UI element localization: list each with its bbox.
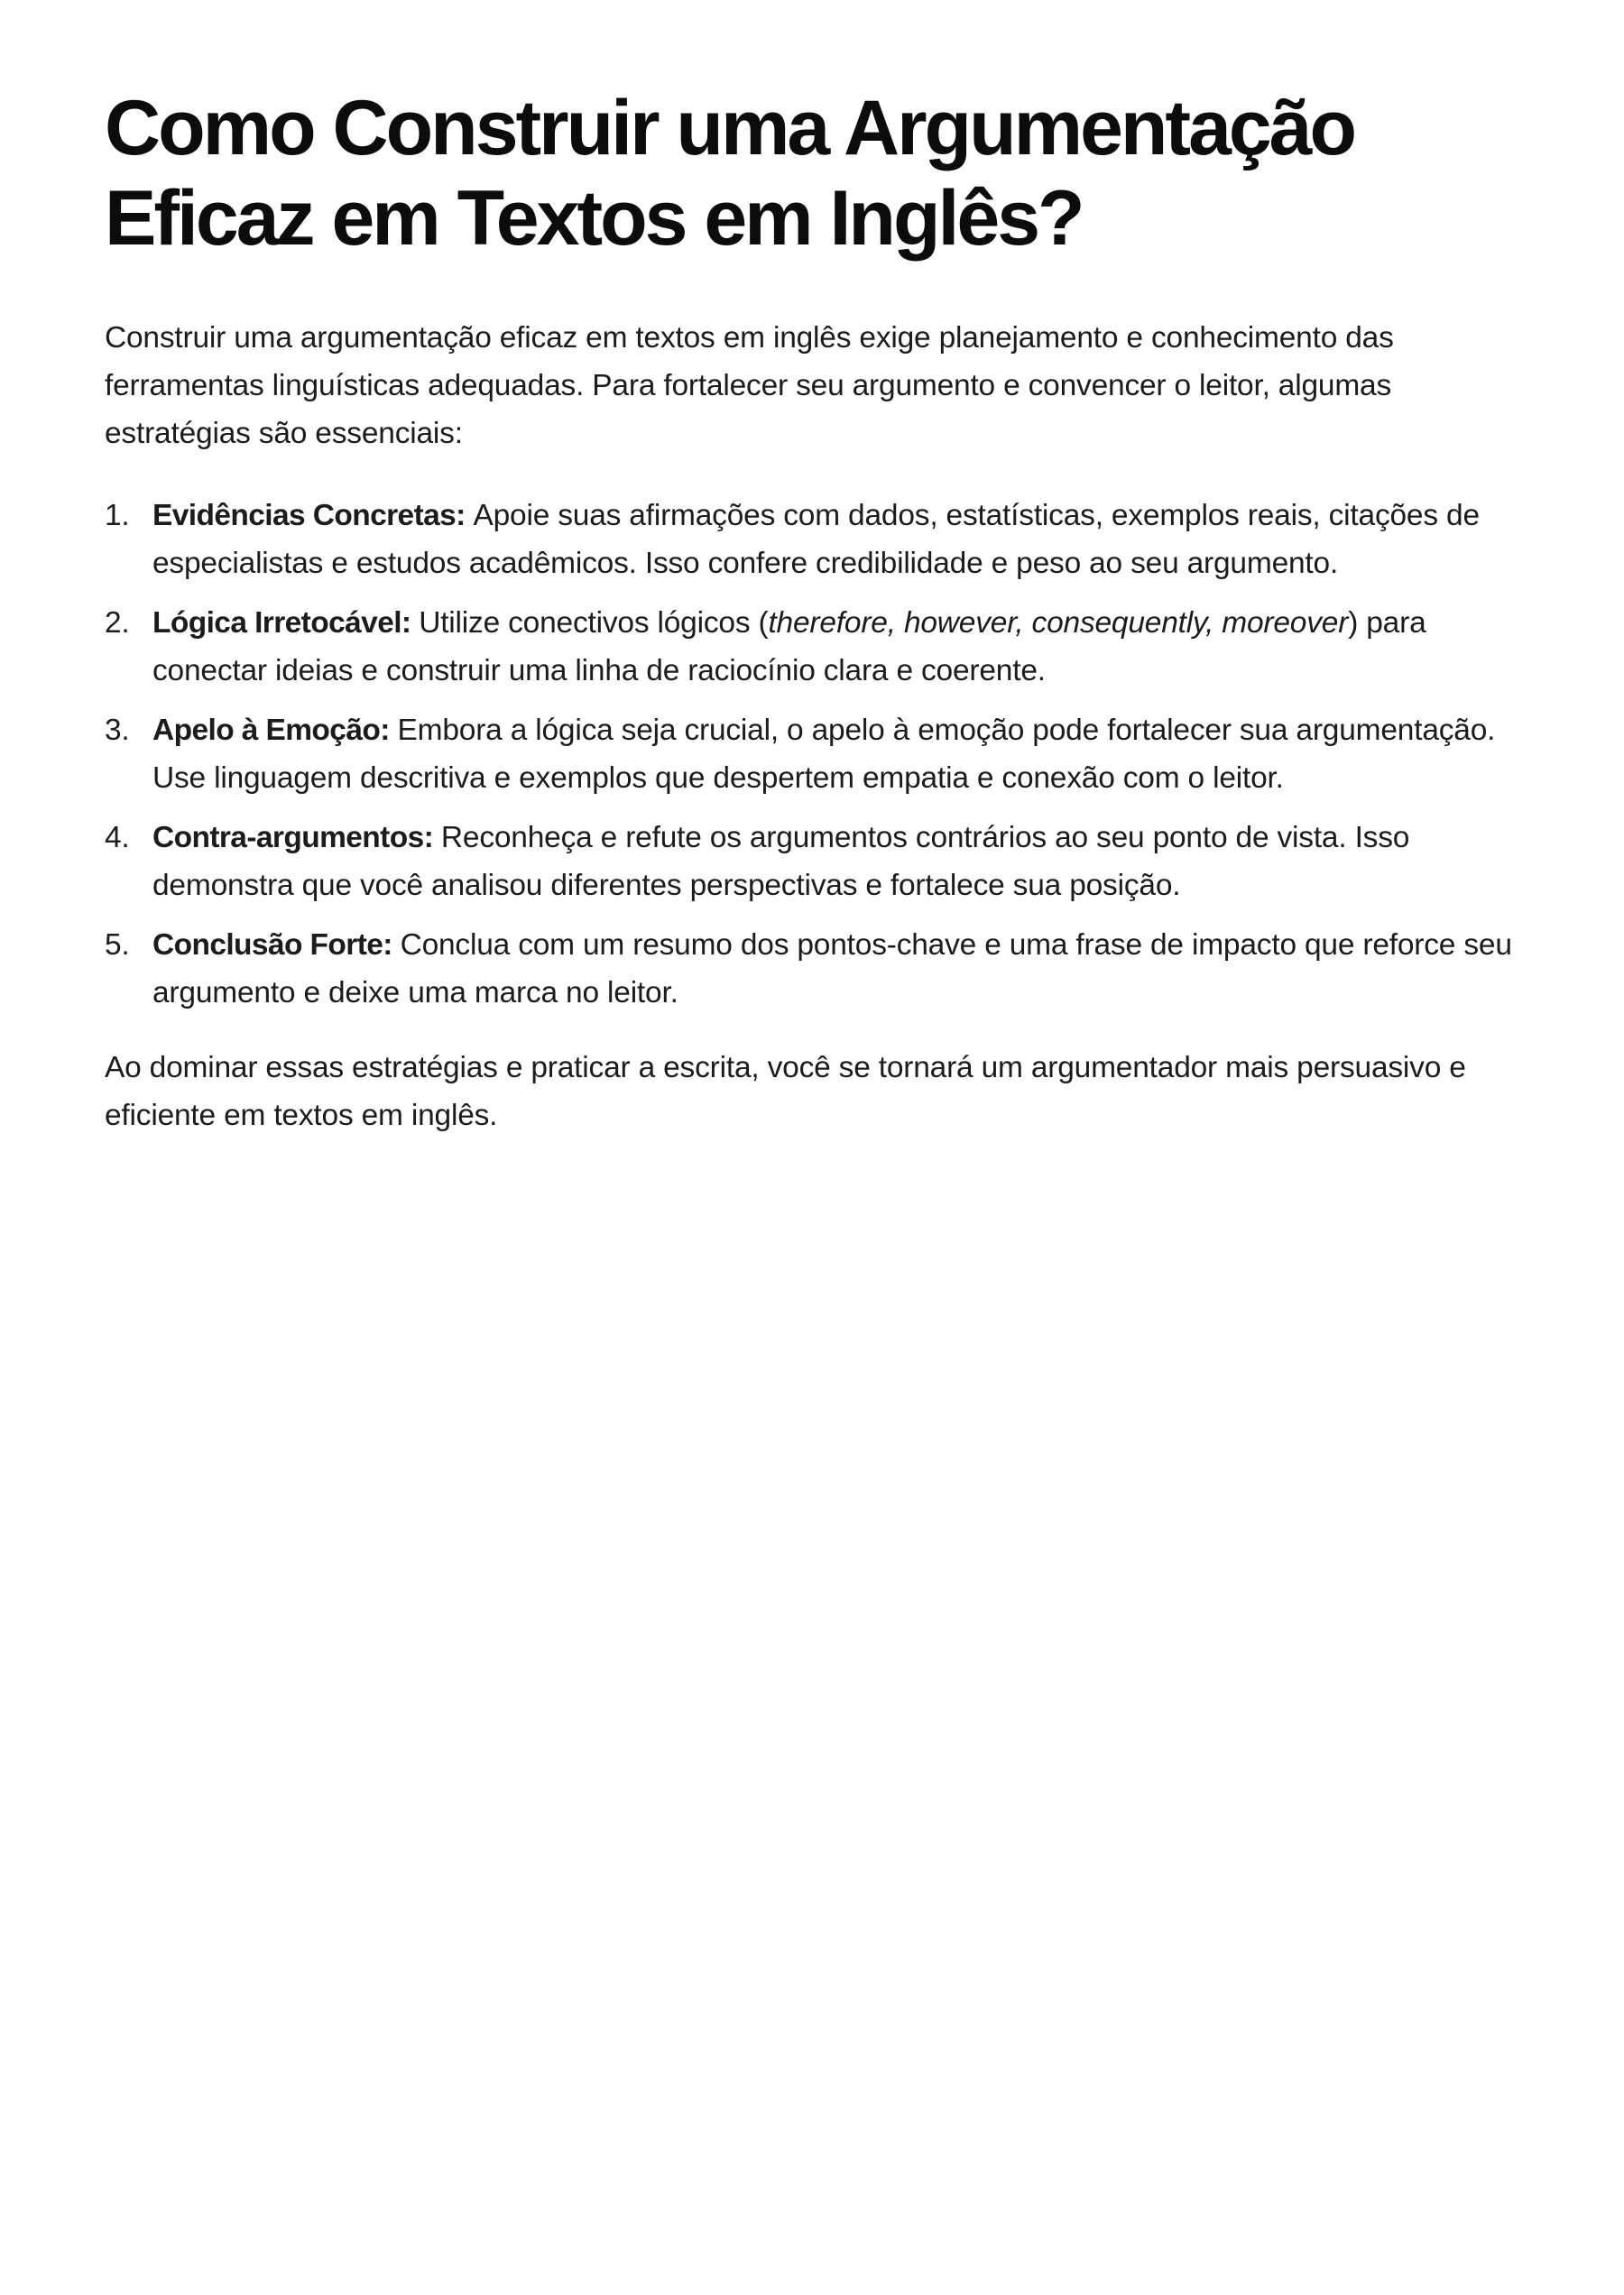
- conclusion-paragraph: Ao dominar essas estratégias e praticar a escrita, você se tornará um argumentador mais persuasivo e eficiente em textos em inglês.: [105, 1051, 1466, 1132]
- strategy-list: [105, 492, 1530, 1017]
- list-item-text-before: Utilize conectivos lógicos (: [419, 606, 769, 640]
- document-page: [105, 83, 1530, 1139]
- list-item-text: Apoie suas afirmações com dados, estatísticas, exemplos reais, citações de especialistas e estudos acadêmicos. Isso confere credibilidade e peso ao seu argumento.: [152, 499, 1480, 580]
- title-line-2: Eficaz em Textos em Inglês?: [105, 175, 1083, 262]
- list-item-term: Apelo à Emoção:: [152, 714, 398, 747]
- list-item-number: 5.: [105, 928, 130, 962]
- title-line-1: Como Construir uma Argumentação: [105, 85, 1355, 171]
- list-item-term: Conclusão Forte:: [152, 928, 401, 962]
- intro-paragraph: Construir uma argumentação eficaz em textos em inglês exige planejamento e conhecimento das ferramentas linguísticas adequadas. Para fortalecer seu argumento e convencer o leitor, algumas estratégias são essenciais:: [105, 321, 1394, 450]
- list-item: [105, 814, 1530, 909]
- list-item-term: Contra-argumentos:: [152, 821, 441, 854]
- list-item-text-after: ) para conectar ideias e construir uma linha de raciocínio clara e coerente.: [152, 606, 1426, 687]
- list-item: [105, 599, 1530, 695]
- list-item-italic-connectives: therefore, however, consequently, moreover: [768, 606, 1349, 640]
- list-item: [105, 921, 1530, 1017]
- list-item-number: 2.: [105, 606, 130, 640]
- list-item-number: 1.: [105, 499, 130, 532]
- list-item-number: 4.: [105, 821, 130, 854]
- list-item: [105, 492, 1530, 587]
- page-title: [105, 83, 1530, 263]
- list-item-text: Reconheça e refute os argumentos contrários ao seu ponto de vista. Isso demonstra que você analisou diferentes perspectivas e fortalece sua posição.: [152, 821, 1410, 902]
- list-item-text: Embora a lógica seja crucial, o apelo à emoção pode fortalecer sua argumentação. Use linguagem descritiva e exemplos que despertem empatia e conexão com o leitor.: [152, 714, 1496, 795]
- list-item-term: Lógica Irretocável:: [152, 606, 420, 640]
- list-item-term: Evidências Concretas:: [152, 499, 474, 532]
- list-item-number: 3.: [105, 714, 130, 747]
- list-item: [105, 706, 1530, 802]
- list-item-text: Conclua com um resumo dos pontos-chave e uma frase de impacto que reforce seu argumento e deixe uma marca no leitor.: [152, 928, 1512, 1009]
